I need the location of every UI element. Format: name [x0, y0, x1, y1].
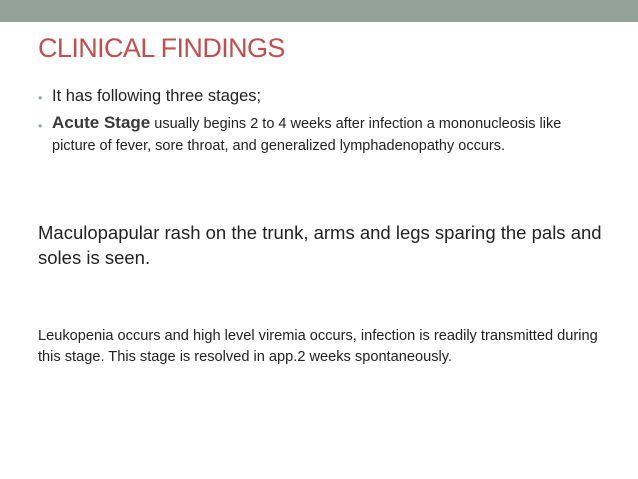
bullet-text: usually begins 2 to 4 weeks after infection a mononucleosis like picture of fever, sore throat, and generalized lymphadenopathy occurs. [52, 116, 562, 154]
bullet-marker: • [38, 91, 43, 105]
bullet-item-stages [38, 86, 598, 106]
bullet-item-acute-stage [38, 112, 598, 157]
bullet-lead-term: Acute Stage [52, 113, 151, 132]
leukopenia-paragraph: Leukopenia occurs and high level viremia occurs, infection is readily transmitted during this stage. This stage is resolved in app.2 weeks spontaneously. [38, 328, 598, 365]
rash-paragraph: Maculopapular rash on the trunk, arms and legs sparing the pals and soles is seen. [38, 222, 602, 268]
top-accent-bar [0, 0, 638, 22]
bullet-marker: • [38, 119, 43, 133]
slide-title: CLINICAL FINDINGS [38, 33, 285, 63]
bullet-text: It has following three stages; [52, 87, 262, 105]
bullet-list [38, 86, 598, 157]
